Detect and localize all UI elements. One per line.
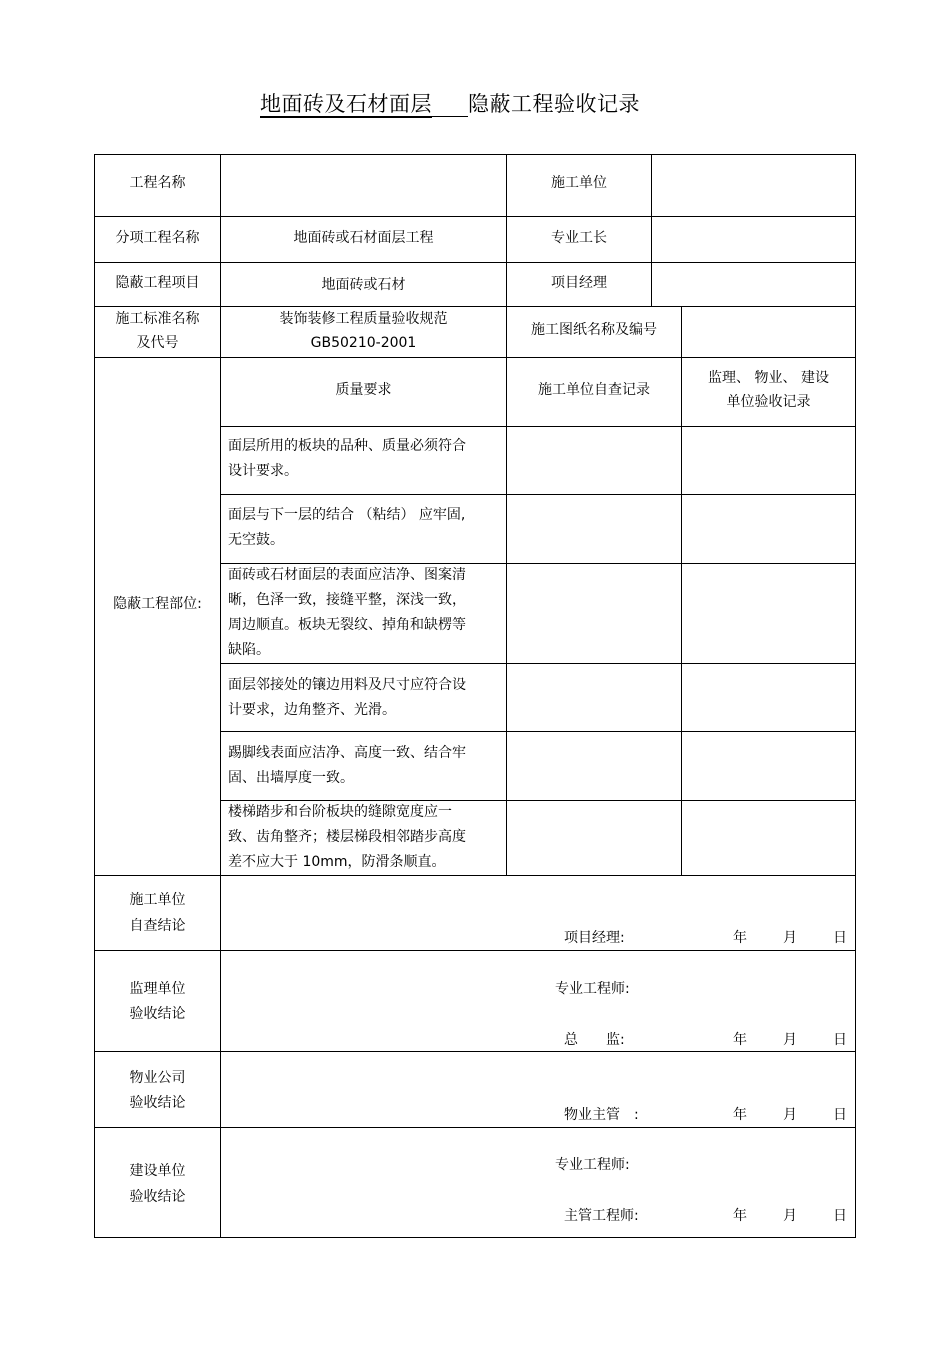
row-divider [94,1127,856,1128]
standard-label-line2: 及代号 [136,335,179,351]
row-divider [220,494,856,495]
title-part2: 隐蔽工程验收记录 [468,92,640,116]
sub-project-label: 分项工程名称 [115,230,200,246]
engineer-sign-label: 专业工程师: [555,1157,630,1173]
row-divider [94,357,856,358]
hidden-item-label: 隐蔽工程项目 [115,275,200,291]
requirement-item: 面层与下一层的结合 （粘结） 应牢固,无空鼓。 [228,507,466,548]
requirement-item: 面层所用的板块的品种、质量必须符合设计要求。 [228,438,466,479]
property-manager-sign-label: 物业主管 : [564,1107,639,1123]
table-border-top [94,154,856,155]
day-label: 日 [833,930,847,946]
pm-sign-label: 项目经理: [564,930,625,946]
col-divider [506,154,507,876]
contractor-label: 施工单位 [551,175,607,191]
row-divider [94,875,856,876]
col-divider [651,154,652,307]
row-divider [220,426,856,427]
property-conclusion-label-line1: 物业公司 [129,1070,186,1086]
title-part1: 地面砖及石材面层 [260,92,432,116]
year-label: 年 [733,1107,747,1123]
month-label: 月 [783,1208,797,1224]
chief-engineer-sign-label: 主管工程师: [564,1208,639,1224]
day-label: 日 [833,1208,847,1224]
chief-supervisor-sign-label: 总 监: [564,1032,625,1048]
table-border-bottom [94,1237,856,1238]
title-blank [432,94,468,117]
year-label: 年 [733,1208,747,1224]
table-border-right [855,154,856,1238]
day-label: 日 [833,1107,847,1123]
month-label: 月 [783,930,797,946]
year-label: 年 [733,930,747,946]
owner-conclusion-label-line2: 验收结论 [129,1189,186,1205]
contractor-conclusion-label-line1: 施工单位 [129,892,186,908]
col-header-supervision-line1: 监理、 物业、 建设 [708,370,829,386]
month-label: 月 [783,1107,797,1123]
sub-project-value: 地面砖或石材面层工程 [293,230,434,246]
row-divider [94,262,856,263]
standard-label-line1: 施工标准名称 [115,311,200,327]
row-divider [220,731,856,732]
row-divider [94,950,856,951]
page-title [260,88,640,118]
col-header-quality: 质量要求 [335,382,392,398]
supervisor-conclusion-label-line1: 监理单位 [129,981,186,997]
property-conclusion-label-line2: 验收结论 [129,1095,186,1111]
col-header-self-check: 施工单位自查记录 [538,382,650,398]
project-name-label: 工程名称 [129,175,186,191]
month-label: 月 [783,1032,797,1048]
row-divider [220,663,856,664]
supervisor-conclusion-label-line2: 验收结论 [129,1006,186,1022]
engineer-sign-label: 专业工程师: [555,981,630,997]
hidden-part-label: 隐蔽工程部位: [113,596,202,612]
pm-label: 项目经理 [551,275,607,291]
col-header-supervision-line2: 单位验收记录 [726,394,811,410]
requirement-item: 踢脚线表面应洁净、高度一致、结合牢固、出墙厚度一致。 [228,745,466,786]
requirement-item: 面砖或石材面层的表面应洁净、图案清晰，色泽一致，接缝平整，深浅一致，周边顺直。板块无裂纹、掉角和缺楞等缺陷。 [228,567,466,658]
owner-conclusion-label-line1: 建设单位 [129,1163,186,1179]
requirement-item: 面层邻接处的镶边用料及尺寸应符合设计要求，边角整齐、光滑。 [228,677,466,718]
drawing-label: 施工图纸名称及编号 [531,322,657,338]
year-label: 年 [733,1032,747,1048]
standard-code: GB50210-2001 [310,335,417,351]
requirement-item: 楼梯踏步和台阶板块的缝隙宽度应一致、齿角整齐；楼层梯段相邻踏步高度差不应大于 10mm，防滑条顺直。 [228,804,466,870]
hidden-item-value: 地面砖或石材 [321,277,406,293]
day-label: 日 [833,1032,847,1048]
row-divider [94,216,856,217]
standard-value-line1: 装饰装修工程质量验收规范 [279,311,448,327]
contractor-conclusion-label-line2: 自查结论 [129,918,186,934]
foreman-label: 专业工长 [551,230,607,246]
